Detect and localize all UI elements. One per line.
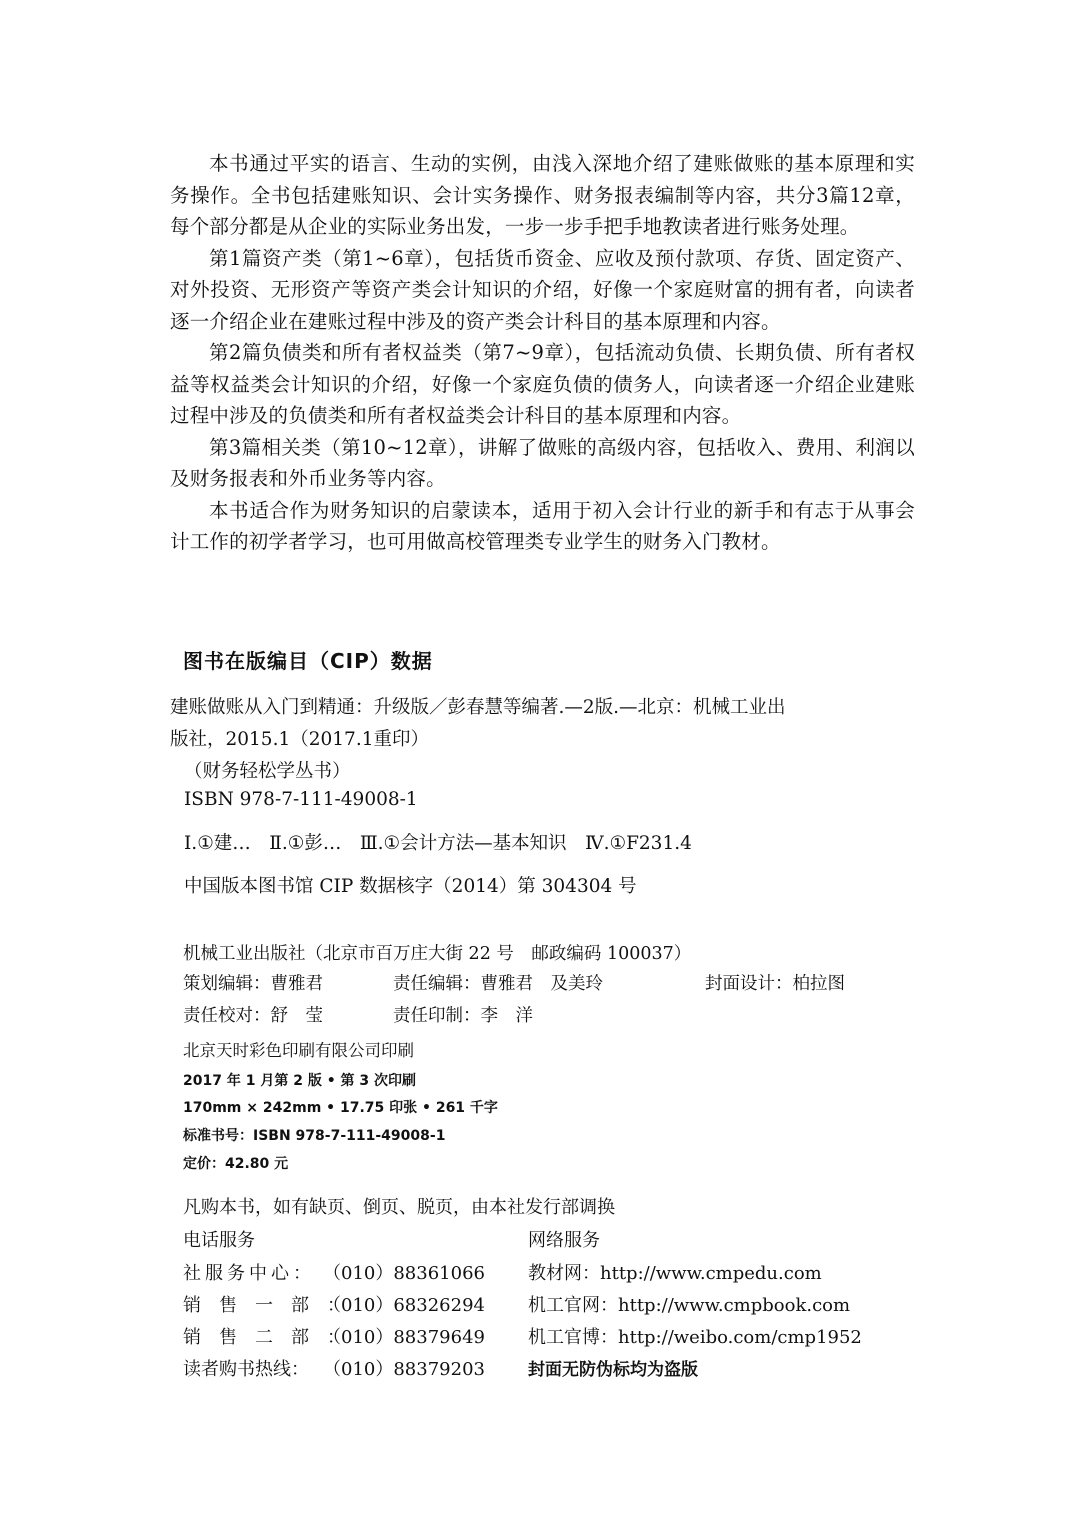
phone-label: 销售二部：: [183, 1327, 363, 1348]
cip-citation-line-1: 建账做账从入门到精通：升级版／彭春慧等编著.—2版.—北京：机械工业出: [170, 697, 786, 718]
phone-number: （010）88379649: [323, 1327, 485, 1348]
proofreader: 责任校对：舒 莹: [183, 1006, 323, 1026]
web-service-header: 网络服务: [528, 1230, 600, 1251]
planning-editor: 策划编辑：曹雅君: [183, 974, 323, 994]
intro-paragraph: 第1篇资产类（第1~6章），包括货币资金、应收及预付款项、存货、固定资产、对外投资、无形资产等资产类会计知识的介绍，好像一个家庭财富的拥有者，向读者逐一介绍企业在建账过程中涉及的资产类会计科目的基本原理和内容。: [170, 246, 915, 333]
edition-info: 2017 年 1 月第 2 版 • 第 3 次印刷: [183, 1073, 417, 1089]
cip-isbn: ISBN 978-7-111-49008-1: [184, 789, 418, 810]
cip-classification: Ⅰ.①建… Ⅱ.①彭… Ⅲ.①会计方法—基本知识 Ⅳ.①F231.4: [184, 833, 692, 854]
replacement-notice: 凡购本书，如有缺页、倒页、脱页，由本社发行部调换: [183, 1197, 615, 1218]
price: 定价：42.80 元: [183, 1156, 289, 1172]
editor-credits: [183, 970, 845, 995]
phone-label: 读者购书热线：: [183, 1359, 309, 1380]
intro-paragraph: 本书适合作为财务知识的启蒙读本，适用于初入会计行业的新手和有志于从事会计工作的初学者学习，也可用做高校管理类专业学生的财务入门教材。: [170, 498, 915, 553]
web-service-item: 机工官网：http://www.cmpbook.com: [528, 1295, 851, 1316]
phone-service-header: 电话服务: [183, 1230, 255, 1251]
intro-paragraph: 第3篇相关类（第10~12章），讲解了做账的高级内容，包括收入、费用、利润以及财务报表和外币业务等内容。: [170, 435, 915, 490]
phone-number: （010）68326294: [323, 1295, 485, 1316]
intro-paragraph: 第2篇负债类和所有者权益类（第7~9章），包括流动负债、长期负债、所有者权益等权益类会计知识的介绍，好像一个家庭负债的债务人，向读者逐一介绍企业建账过程中涉及的负债类和所有者权益类会计科目的基本原理和内容。: [170, 341, 915, 427]
cip-series: （财务轻松学丛书）: [184, 761, 351, 782]
publisher-name-address: 机械工业出版社（北京市百万庄大街 22 号 邮政编码 100037）: [183, 944, 692, 964]
web-service-item: 教材网：http://www.cmpedu.com: [528, 1263, 822, 1284]
printer: 北京天时彩色印刷有限公司印刷: [183, 1041, 414, 1060]
phone-label: 销售一部：: [183, 1295, 363, 1316]
phone-number: （010）88379203: [323, 1359, 485, 1380]
web-service-item: 机工官博：http://weibo.com/cmp1952: [528, 1327, 862, 1348]
production-credits: [183, 1002, 533, 1027]
print-supervisor: 责任印制：李 洋: [393, 1006, 533, 1026]
phone-number: （010）88361066: [323, 1263, 485, 1284]
responsible-editor: 责任编辑：曹雅君 及美玲: [393, 974, 603, 994]
cip-citation-line-2: 版社，2015.1（2017.1重印）: [170, 729, 429, 750]
phone-label: 社服务中心：: [183, 1263, 315, 1284]
book-introduction: [170, 148, 915, 558]
standard-isbn: 标准书号：ISBN 978-7-111-49008-1: [183, 1128, 446, 1144]
format-info: 170mm × 242mm • 17.75 印张 • 261 千字: [183, 1100, 498, 1116]
cover-design: 封面设计：柏拉图: [705, 974, 845, 994]
intro-paragraph: 本书通过平实的语言、生动的实例，由浅入深地介绍了建账做账的基本原理和实务操作。全书包括建账知识、会计实务操作、财务报表编制等内容，共分3篇12章，每个部分都是从企业的实际业务出发，一步一步手把手地教读者进行账务处理。: [170, 152, 915, 238]
cip-title: 图书在版编目（CIP）数据: [183, 649, 433, 673]
anti-piracy-notice: 封面无防伪标均为盗版: [528, 1360, 698, 1380]
cip-verification: 中国版本图书馆 CIP 数据核字（2014）第 304304 号: [184, 876, 637, 897]
